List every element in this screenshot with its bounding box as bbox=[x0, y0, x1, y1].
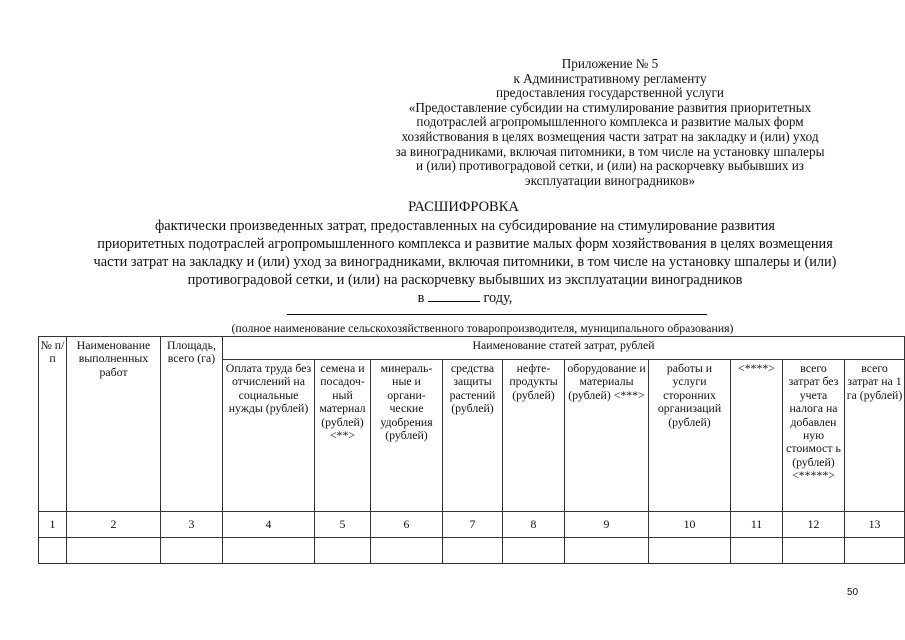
column-number: 1 bbox=[39, 512, 67, 538]
header-third-party: работы и услуги сторонних организаций (рублей) bbox=[649, 360, 731, 512]
empty-cell bbox=[371, 538, 443, 564]
empty-cell bbox=[223, 538, 315, 564]
document-description bbox=[60, 217, 870, 307]
column-number: 7 bbox=[443, 512, 503, 538]
header-labor: Оплата труда без отчислений на социальные нужды (рублей) bbox=[223, 360, 315, 512]
org-caption: (полное наименование сельскохозяйственного товаропроизводителя, муниципального образования) bbox=[231, 321, 734, 335]
column-number: 3 bbox=[161, 512, 223, 538]
header-equipment: оборудование и материалы (рублей) <***> bbox=[565, 360, 649, 512]
description-line: фактически произведенных затрат, предоставленных на субсидирование на стимулирование развития bbox=[155, 218, 775, 234]
table-row bbox=[39, 538, 905, 564]
appendix-line: к Административному регламенту bbox=[513, 70, 707, 86]
appendix-line: за виноградниками, включая питомники, в том числе на установку шпалеры bbox=[395, 143, 825, 159]
appendix-line: Приложение № 5 bbox=[561, 56, 659, 71]
year-prefix: в bbox=[417, 290, 425, 306]
column-number: 8 bbox=[503, 512, 565, 538]
column-number: 2 bbox=[67, 512, 161, 538]
year-line bbox=[60, 289, 870, 307]
header-total-no-vat: всего затрат без учета налога на добавлен ную стоимост ь (рублей) <*****> bbox=[783, 360, 845, 512]
org-name-line bbox=[287, 314, 707, 315]
expense-table bbox=[38, 336, 905, 564]
appendix-line: хозяйствования в целях возмещения части затрат на закладку и (или) уход bbox=[401, 128, 819, 144]
column-number: 6 bbox=[371, 512, 443, 538]
empty-cell bbox=[845, 538, 905, 564]
appendix-line: и (или) противоградовой сетки, и (или) на раскорчевку выбывших из bbox=[416, 158, 804, 174]
empty-cell bbox=[39, 538, 67, 564]
description-line: приоритетных подотраслей агропромышленного комплекса и развитие малых форм хозяйствования в целях возмещения bbox=[97, 236, 833, 252]
header-fertilizers: минераль-ные и органи-ческие удобрения (рублей) bbox=[371, 360, 443, 512]
document-title: РАСШИФРОВКА bbox=[408, 199, 519, 215]
header-row-number: № п/п bbox=[39, 337, 67, 512]
column-number: 11 bbox=[731, 512, 783, 538]
appendix-line: предоставления государственной услуги bbox=[496, 85, 724, 101]
column-number: 10 bbox=[649, 512, 731, 538]
description-line: части затрат на закладку и (или) уход за виноградниками, включая питомники, в том числе на установку шпалеры и (или) bbox=[93, 254, 837, 270]
header-plant-protection: средства защиты растений (рублей) bbox=[443, 360, 503, 512]
column-number: 4 bbox=[223, 512, 315, 538]
year-blank bbox=[428, 289, 480, 302]
empty-cell bbox=[67, 538, 161, 564]
column-number: 5 bbox=[315, 512, 371, 538]
appendix-line: подотраслей агропромышленного комплекса и развитие малых форм bbox=[416, 114, 804, 130]
empty-cell bbox=[503, 538, 565, 564]
appendix-line: «Предоставление субсидии на стимулирование развития приоритетных bbox=[408, 99, 812, 115]
description-line: противоградовой сетки, и (или) на раскорчевку выбывших из эксплуатации виноградников bbox=[187, 272, 743, 288]
header-work-name: Наименование выполненных работ bbox=[67, 337, 161, 512]
header-other: <****> bbox=[731, 360, 783, 512]
appendix-header bbox=[360, 57, 860, 188]
header-petroleum: нефте-продукты (рублей) bbox=[503, 360, 565, 512]
empty-cell bbox=[315, 538, 371, 564]
column-number: 13 bbox=[845, 512, 905, 538]
header-seeds: семена и посадоч-ный материал (рублей) <**> bbox=[315, 360, 371, 512]
page-number: 50 bbox=[847, 587, 859, 598]
header-total-per-ha: всего затрат на 1 га (рублей) bbox=[845, 360, 905, 512]
empty-cell bbox=[783, 538, 845, 564]
column-number: 9 bbox=[565, 512, 649, 538]
empty-cell bbox=[443, 538, 503, 564]
empty-cell bbox=[731, 538, 783, 564]
empty-cell bbox=[565, 538, 649, 564]
year-suffix: году, bbox=[483, 290, 513, 306]
header-area: Площадь, всего (га) bbox=[161, 337, 223, 512]
column-number: 12 bbox=[783, 512, 845, 538]
appendix-line: эксплуатации виноградников» bbox=[524, 172, 696, 188]
empty-cell bbox=[649, 538, 731, 564]
empty-cell bbox=[161, 538, 223, 564]
header-expense-group: Наименование статей затрат, рублей bbox=[223, 337, 905, 360]
